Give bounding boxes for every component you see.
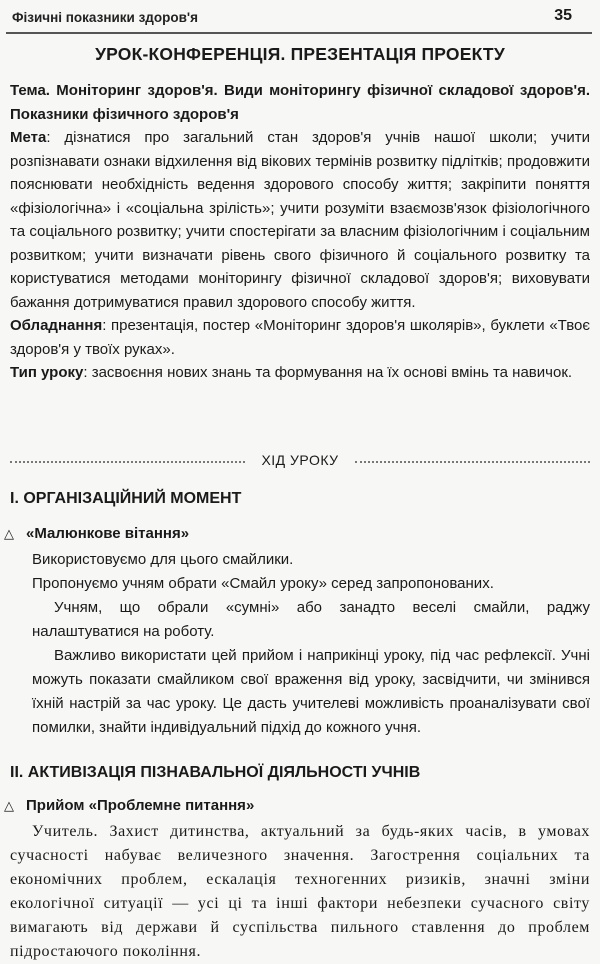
lesson-type-text: : засвоєння нових знань та формування на їх основі вмінь та навичок. [83,364,573,381]
equipment-text: : презентація, постер «Моніторинг здоров'я школярів», буклети «Твоє здоров'я у твоїх руках». [10,317,590,358]
divider-line-right [355,461,590,463]
lesson-title: УРОК-КОНФЕРЕНЦІЯ. ПРЕЗЕНТАЦІЯ ПРОЕКТУ [95,44,505,64]
paragraph: Учням, що обрали «сумні» або занадто веселі смайли, раджу налаштуватися на роботу. [32,599,590,640]
paragraph: Учитель. Захист дитинства, актуальний за будь-яких часів, в умовах сучасності набуває величезного значення. Загострення соціальних та економічних проблем, ескалація техногенних ризиків, значні зміни екологічної ситуації — усі ці та інші фактори небезпеки сучасного світу вимагають від держави й суспільства пильного ставлення до проблем підростаючого покоління. [10,823,590,960]
paragraph: Важливо використати цей прийом і наприкінці уроку, під час рефлексії. Учні можуть показати смайликом свої враження від уроку, засвідчити, чи змінився їхній настрій за час уроку. Це дасть учителеві можливість проаналізувати свої помилки, знайти індивідуальний підхід до кожного учня. [32,647,590,736]
meta-text: : дізнатися про загальний стан здоров'я учнів нашої школи; учити розпізнавати ознаки відхилення від вікових термінів розвитку підлітків; продовжити пояснювати необхідність ведення здорового способу життя; закріпити поняття «фізіологічна» і «соціальна зрілість»; учити розуміти взаємозв'язок фізіологічного та соціального розвитку; учити спостерігати за власним фізіологічним і соціальним розвитком; учити визначати рівень свого фізичного й соціального розвитку та користуватися методами моніторингу фізичної складової здоров'я; виховувати бажання дотримуватися правил здорового способу життя. [10,129,590,311]
lesson-type-paragraph [10,361,590,385]
paragraph: Пропонуємо учням обрати «Смайл уроку» серед запропонованих. [32,575,494,592]
lesson-progress-divider [10,452,590,472]
triangle-icon: △ [4,526,14,541]
page-header [6,2,592,34]
tema-text: Моніторинг здоров'я. Види моніторингу фізичної складової здоров'я. Показники фізичного здоров'я [10,82,591,123]
section-2-subheading [4,797,254,814]
lesson-type-label: Тип уроку [10,364,84,381]
section-2-subheading-text: Прийом «Проблемне питання» [26,797,255,814]
section-1-subheading [4,525,189,542]
running-title: Фізичні показники здоров'я [12,10,198,25]
section-1-body [32,548,590,740]
equipment-paragraph [10,314,590,361]
section-1-subheading-text: «Малюнкове вітання» [26,525,190,542]
meta-label: Мета [10,129,47,146]
section-2-heading: ІІ. АКТИВІЗАЦІЯ ПІЗНАВАЛЬНОЇ ДІЯЛЬНОСТІ УЧНІВ [10,764,421,781]
triangle-icon: △ [4,798,14,813]
section-2-body [10,820,590,964]
paragraph: Використовуємо для цього смайлики. [32,551,294,568]
section-1-heading: І. ОРГАНІЗАЦІЙНИЙ МОМЕНТ [10,490,242,507]
tema-paragraph [10,79,590,126]
divider-label: ХІД УРОКУ [261,452,339,468]
tema-label: Тема. [10,82,50,99]
meta-paragraph [10,126,590,314]
equipment-label: Обладнання [10,317,103,334]
lesson-meta [10,79,590,385]
page-number: 35 [554,7,572,24]
